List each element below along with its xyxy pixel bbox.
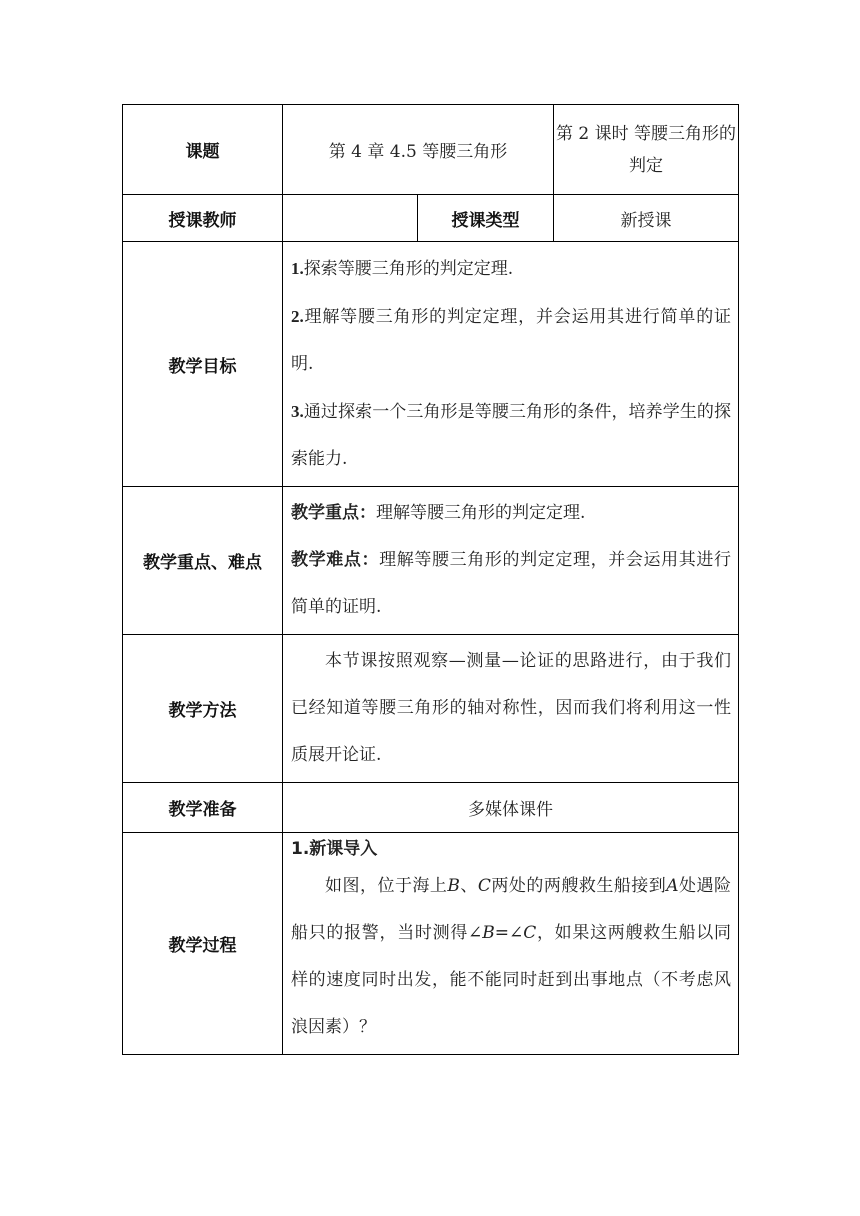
difficult-point: 教学难点：理解等腰三角形的判定定理，并会运用其进行简单的证明. [291, 550, 731, 617]
section-title: 1.新课导入 [291, 839, 378, 859]
goals-content [283, 242, 739, 487]
row-prep [123, 783, 739, 833]
goal-item: 2.理解等腰三角形的判定定理，并会运用其进行简单的证明. [291, 307, 731, 374]
goals-label: 教学目标 [123, 242, 283, 487]
row-goals [123, 242, 739, 487]
row-focus [123, 487, 739, 635]
method-content [283, 635, 739, 783]
lesson-plan-table [122, 104, 739, 1055]
prep-value: 多媒体课件 [283, 783, 739, 833]
intro-paragraph: 如图，位于海上B、C两处的两艘救生船接到A处遇险船只的报警，当时测得∠B=∠C，如果这两艘救生船以同样的速度同时出发，能不能同时赶到出事地点（不考虑风浪因素）？ [291, 876, 732, 1037]
process-content [283, 833, 739, 1055]
row-teacher [123, 195, 739, 242]
focus-label: 教学重点、难点 [123, 487, 283, 635]
row-method [123, 635, 739, 783]
goal-item: 1.探索等腰三角形的判定定理. [291, 259, 514, 279]
teacher-label: 授课教师 [123, 195, 283, 242]
prep-label: 教学准备 [123, 783, 283, 833]
row-process [123, 833, 739, 1055]
lesson-title: 第 2 课时 等腰三角形的判定 [554, 105, 739, 195]
lesson-type-value: 新授课 [554, 195, 739, 242]
topic-label: 课题 [123, 105, 283, 195]
row-topic [123, 105, 739, 195]
lesson-type-label: 授课类型 [418, 195, 554, 242]
goal-item: 3.通过探索一个三角形是等腰三角形的条件，培养学生的探索能力. [291, 402, 731, 469]
process-label: 教学过程 [123, 833, 283, 1055]
chapter-title: 第 4 章 4.5 等腰三角形 [283, 105, 554, 195]
focus-content [283, 487, 739, 635]
method-label: 教学方法 [123, 635, 283, 783]
method-text: 本节课按照观察—测量—论证的思路进行，由于我们已经知道等腰三角形的轴对称性，因而我们将利用这一性质展开论证. [291, 651, 731, 765]
key-point: 教学重点：理解等腰三角形的判定定理. [291, 503, 586, 523]
teacher-value [283, 195, 418, 242]
